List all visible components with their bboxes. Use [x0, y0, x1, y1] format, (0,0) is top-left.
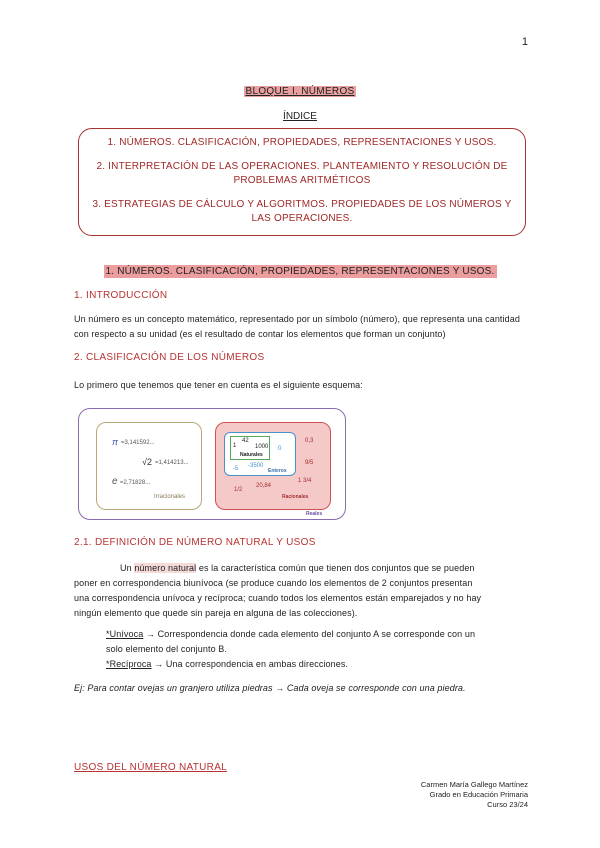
classification-text: Lo primero que tenemos que tener en cuenta es el siguiente esquema: — [74, 380, 363, 390]
integer-label: Enteros — [268, 468, 287, 474]
int-neg5: -5 — [233, 466, 239, 472]
intro-heading: 1. INTRODUCCIÓN — [74, 290, 168, 301]
e-value: =2,71828... — [120, 480, 151, 486]
index-item-3: 3. ESTRATEGIAS DE CÁLCULO Y ALGORITMOS. PROPIEDADES DE LOS NÚMEROS Y LAS OPERACIONES. — [92, 199, 512, 224]
int-neg3500: -3500 — [248, 463, 264, 469]
rat-0-3: 0,3 — [305, 438, 314, 444]
index-item-1: 1. NÚMEROS. CLASIFICACIÓN, PROPIEDADES, REPRESENTACIONES Y USOS. — [107, 137, 497, 148]
highlight-natural: número natural — [134, 563, 197, 573]
index-item-2: 2. INTERPRETACIÓN DE LAS OPERACIONES. PLANTEAMIENTO Y RESOLUCIÓN DE PROBLEMAS ARITMÉTICOS — [96, 161, 508, 186]
real-label: Reales — [306, 511, 323, 517]
nat-1: 1 — [233, 443, 237, 449]
section-1-title: 1. NÚMEROS. CLASIFICACIÓN, PROPIEDADES, REPRESENTACIONES Y USOS. — [105, 266, 495, 277]
nat-42: 42 — [242, 438, 249, 444]
definition-text: Un número natural es la característica común que tienen dos conjuntos que se pueden poner en correspondencia biunívoca (se produce cuando los elementos de 2 conjuntos presentan una correspondencia unívoca y recíproca; cuando todos los elementos están emparejados y no hay ningún elemento que quede sin pareja en alguna de las colecciones). — [74, 563, 482, 618]
intro-text: Un número es un concepto matemático, representado por un símbolo (número), que representa una cantidad con respecto a su unidad (es el resultado de contar los elementos que forman un conjunto) — [74, 314, 520, 339]
sqrt-symbol: √2 — [142, 457, 152, 467]
rat-1-3-4: 1 3/4 — [298, 478, 312, 484]
page-number: 1 — [521, 36, 528, 48]
e-symbol: e — [112, 476, 118, 487]
int-0: 0 — [278, 446, 282, 452]
natural-label: Naturales — [240, 452, 263, 458]
classification-heading: 2. CLASIFICACIÓN DE LOS NÚMEROS — [74, 352, 265, 363]
rat-1-2: 1/2 — [234, 487, 243, 493]
definition-heading: 2.1. DEFINICIÓN DE NÚMERO NATURAL Y USOS — [74, 537, 316, 548]
rat-9-5: 9/5 — [305, 460, 314, 466]
rat-20-84: 20,84 — [256, 483, 272, 489]
pi-symbol: π — [112, 437, 119, 447]
example-text: Ej: Para contar ovejas un granjero utiliza piedras → Cada oveja se corresponde con una piedra. — [74, 683, 466, 693]
rational-label: Racionales — [282, 494, 309, 500]
footer-course: Curso 23/24 — [487, 800, 528, 809]
sqrt-value: =1,414213... — [155, 460, 189, 466]
block-title: BLOQUE I. NÚMEROS — [245, 86, 355, 97]
pi-value: =3,141592... — [121, 440, 155, 446]
nat-1000: 1000 — [255, 444, 269, 450]
footer-degree: Grado en Educación Primaria — [429, 790, 528, 799]
usos-heading: USOS DEL NÚMERO NATURAL — [74, 762, 228, 773]
index-title: ÍNDICE — [283, 111, 317, 122]
irrational-label: Irracionales — [154, 494, 186, 500]
footer-author: Carmen María Gallego Martínez — [420, 780, 528, 789]
univoca-definition: *Unívoca → Correspondencia donde cada elemento del conjunto A se corresponde con un solo elemento del conjunto B. *Recíproca → Una correspondencia en ambas direcciones. — [106, 629, 476, 669]
